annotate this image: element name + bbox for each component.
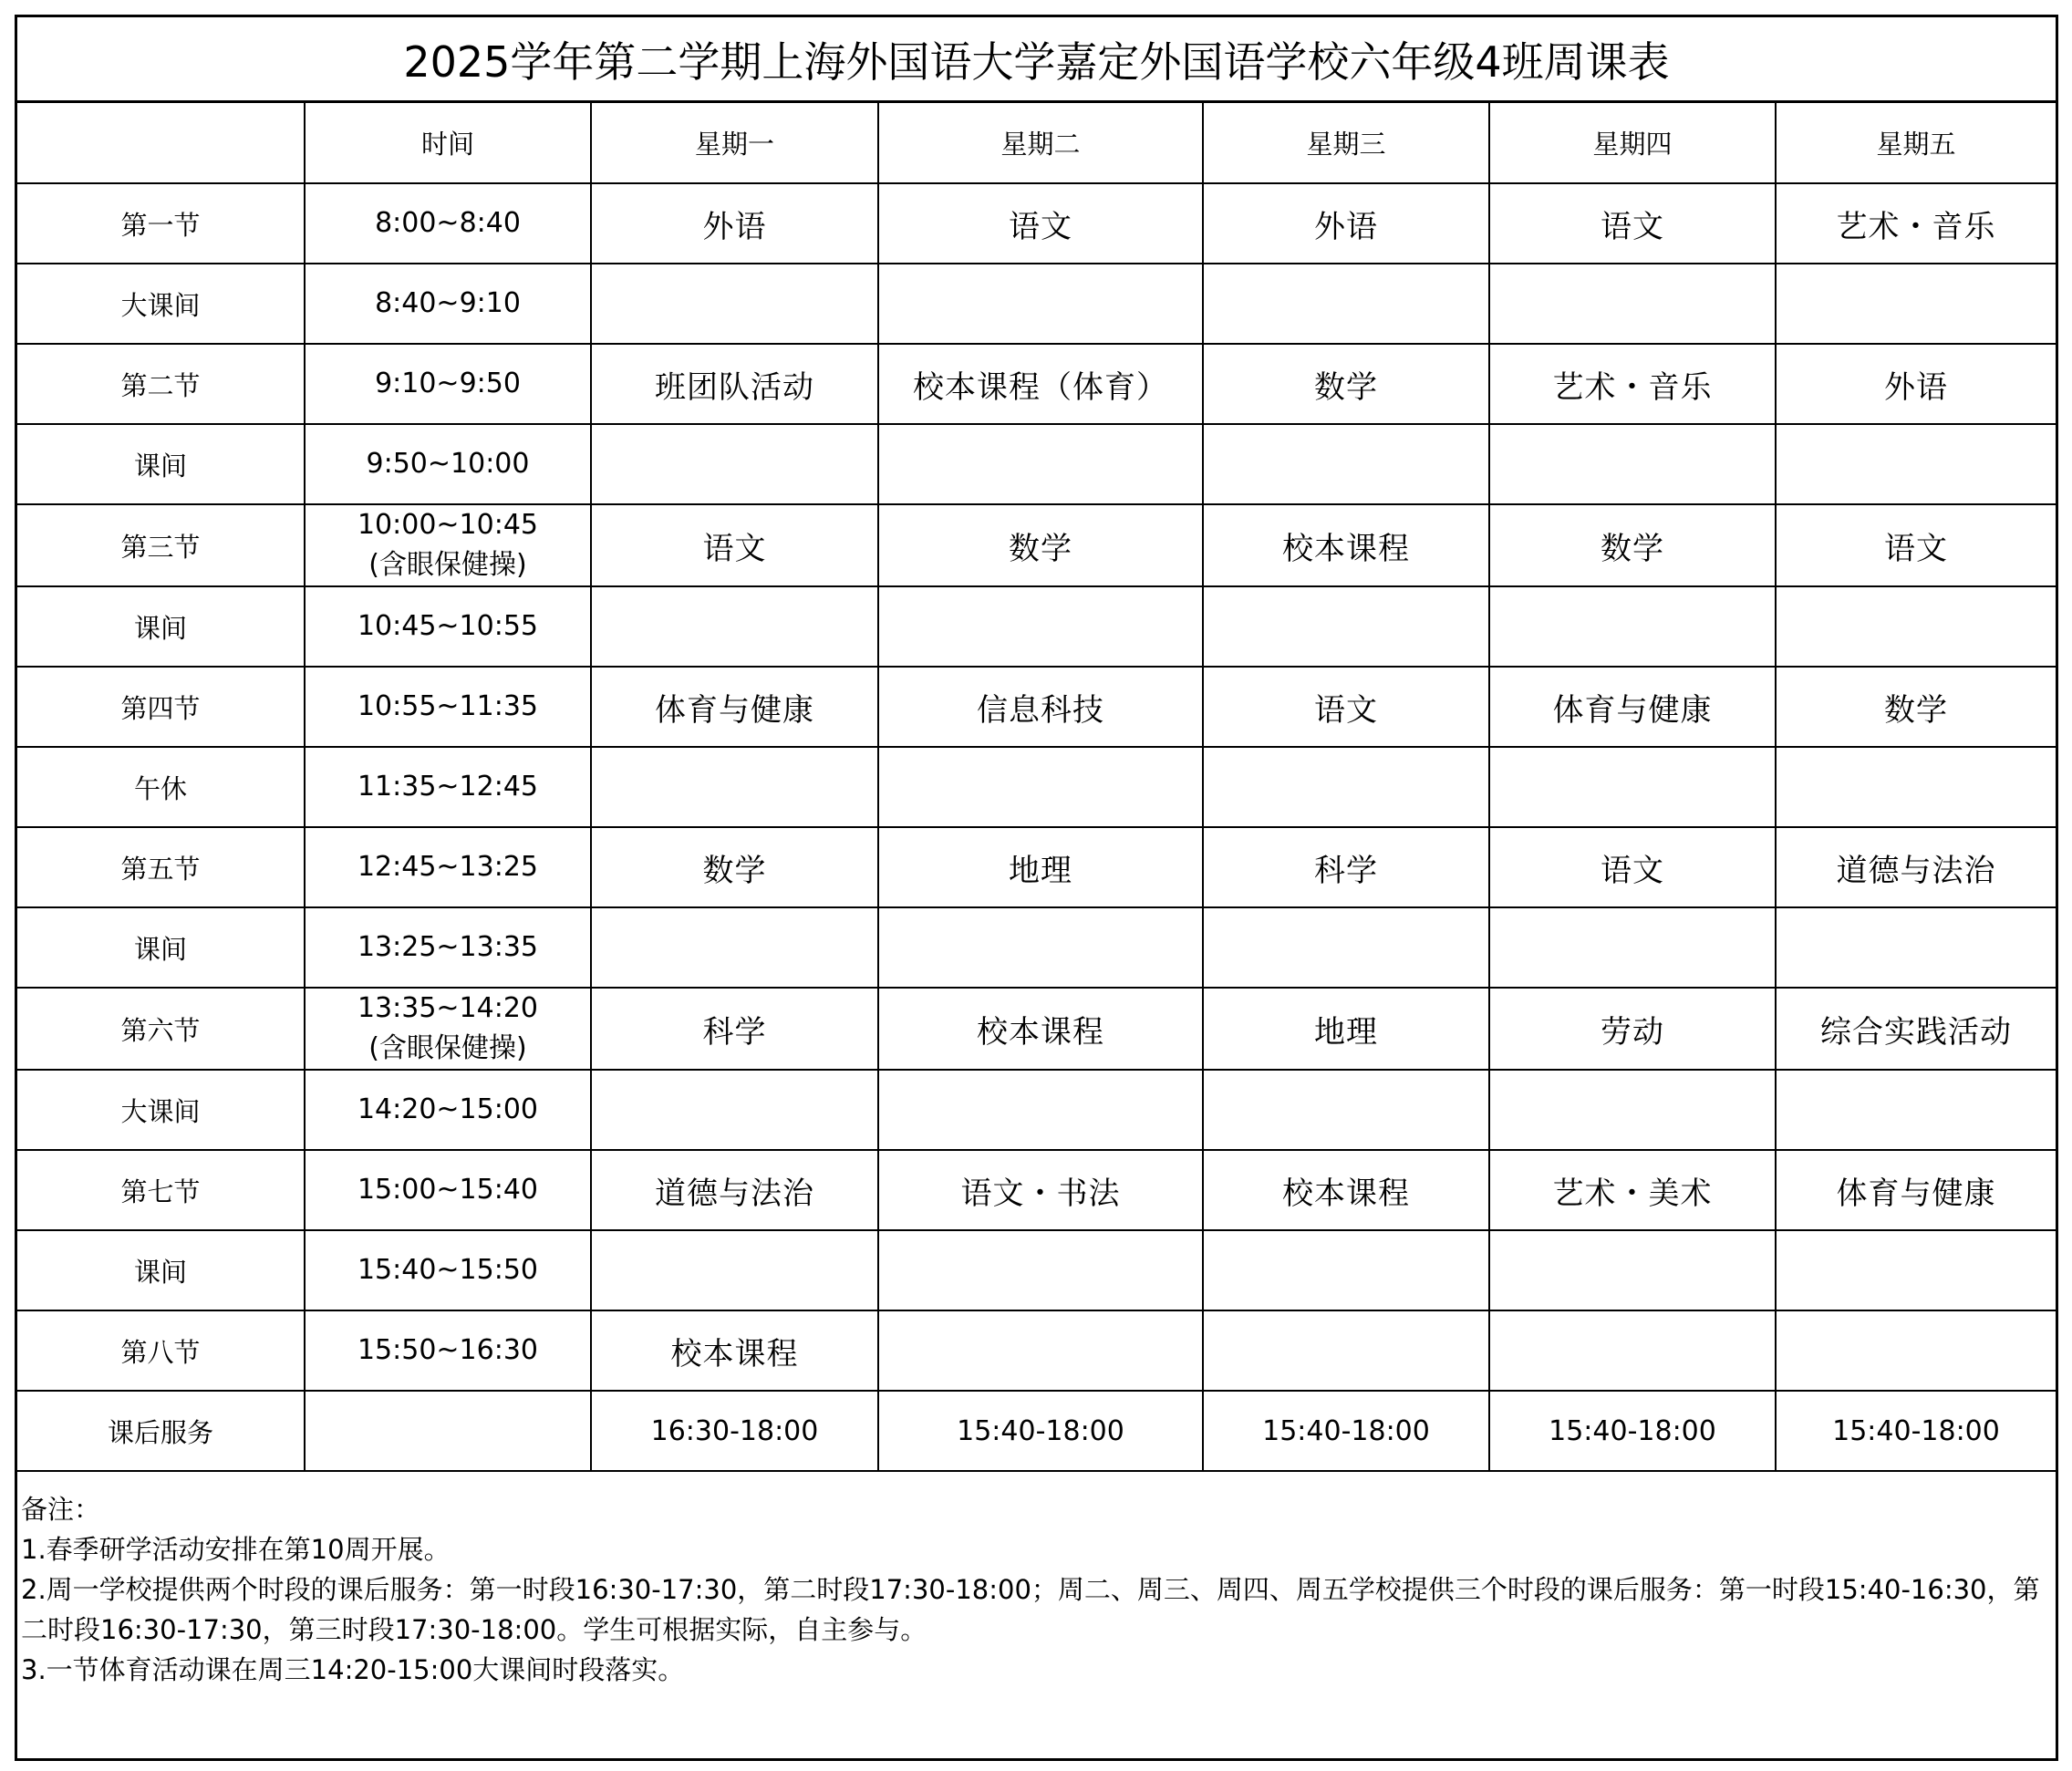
subject-cell-tue: 校本课程 <box>878 988 1203 1070</box>
subject-cell-wed: 科学 <box>1203 827 1489 907</box>
subject-cell-fri <box>1776 1230 2056 1310</box>
subject-cell-thu: 数学 <box>1489 504 1776 586</box>
period-row <box>17 1310 2056 1391</box>
period-time-line: 15:40~15:50 <box>357 1254 539 1286</box>
subject-cell-tue <box>878 586 1203 667</box>
subject-cell-thu <box>1489 1230 1776 1310</box>
subject-cell-wed <box>1203 424 1489 504</box>
after-school-cell-thu: 15:40-18:00 <box>1489 1391 1776 1471</box>
period-row <box>17 264 2056 344</box>
period-time-line: 13:25~13:35 <box>357 931 539 963</box>
subject-cell-wed <box>1203 1070 1489 1150</box>
subject-cell-wed <box>1203 747 1489 827</box>
subject-cell-tue <box>878 1310 1203 1391</box>
subject-cell-wed: 地理 <box>1203 988 1489 1070</box>
subject-cell-thu <box>1489 747 1776 827</box>
note-item: 1.春季研学活动安排在第10周开展。 <box>21 1534 451 1565</box>
subject-cell-fri <box>1776 264 2056 344</box>
period-time <box>305 907 591 988</box>
period-time <box>305 183 591 264</box>
subject-cell-thu <box>1489 907 1776 988</box>
subject-cell-thu: 劳动 <box>1489 988 1776 1070</box>
subject-cell-tue <box>878 907 1203 988</box>
note-item: 3.一节体育活动课在周三14:20-15:00大课间时段落实。 <box>21 1654 685 1685</box>
subject-cell-fri <box>1776 586 2056 667</box>
period-label: 大课间 <box>17 264 305 344</box>
period-time-line: 8:00~8:40 <box>375 207 521 239</box>
subject-cell-wed: 外语 <box>1203 183 1489 264</box>
subject-cell-tue <box>878 1070 1203 1150</box>
page-title: 2025学年第二学期上海外国语大学嘉定外国语学校六年级4班周课表 <box>17 17 2056 103</box>
subject-cell-wed <box>1203 1310 1489 1391</box>
period-time <box>305 1230 591 1310</box>
subject-cell-wed: 数学 <box>1203 344 1489 424</box>
period-label: 第二节 <box>17 344 305 424</box>
subject-cell-fri: 综合实践活动 <box>1776 988 2056 1070</box>
period-time <box>305 586 591 667</box>
period-label: 第六节 <box>17 988 305 1070</box>
timetable <box>17 103 2056 1472</box>
period-time-line: 9:50~10:00 <box>366 448 530 480</box>
period-time <box>305 1150 591 1230</box>
period-time <box>305 424 591 504</box>
subject-cell-tue: 语文・书法 <box>878 1150 1203 1230</box>
subject-cell-mon <box>591 747 878 827</box>
subject-cell-thu <box>1489 1070 1776 1150</box>
day-header-mon: 星期一 <box>591 103 878 183</box>
time-header: 时间 <box>305 103 591 183</box>
subject-cell-mon: 语文 <box>591 504 878 586</box>
subject-cell-thu: 语文 <box>1489 183 1776 264</box>
after-school-time <box>305 1391 591 1471</box>
subject-cell-wed <box>1203 264 1489 344</box>
subject-cell-tue <box>878 424 1203 504</box>
period-time-line: 9:10~9:50 <box>375 368 521 399</box>
period-label: 课间 <box>17 586 305 667</box>
subject-cell-wed: 语文 <box>1203 667 1489 747</box>
period-time-line: 10:00~10:45 <box>357 509 539 541</box>
subject-cell-tue <box>878 1230 1203 1310</box>
subject-cell-mon <box>591 264 878 344</box>
subject-cell-tue: 校本课程（体育） <box>878 344 1203 424</box>
subject-cell-mon: 校本课程 <box>591 1310 878 1391</box>
subject-cell-wed <box>1203 1230 1489 1310</box>
period-row <box>17 827 2056 907</box>
after-school-cell-tue: 15:40-18:00 <box>878 1391 1203 1471</box>
period-time <box>305 747 591 827</box>
period-label: 课间 <box>17 424 305 504</box>
subject-cell-fri: 体育与健康 <box>1776 1150 2056 1230</box>
subject-cell-mon: 体育与健康 <box>591 667 878 747</box>
day-header-fri: 星期五 <box>1776 103 2056 183</box>
period-time-line: 15:50~16:30 <box>357 1334 539 1366</box>
subject-cell-wed: 校本课程 <box>1203 504 1489 586</box>
after-school-label: 课后服务 <box>17 1391 305 1471</box>
notes <box>17 1487 2056 1692</box>
period-label: 第七节 <box>17 1150 305 1230</box>
subject-cell-fri <box>1776 747 2056 827</box>
subject-cell-fri: 艺术・音乐 <box>1776 183 2056 264</box>
subject-cell-thu <box>1489 1310 1776 1391</box>
period-time <box>305 827 591 907</box>
period-time-line: 10:55~11:35 <box>357 690 539 722</box>
note-item: 2.周一学校提供两个时段的课后服务：第一时段16:30-17:30，第二时段17:30-18:00；周二、周三、周四、周五学校提供三个时段的课后服务：第一时段15:40-16:30，第二时段16:30-17:30，第三时段17:30-18:00。学生可根据实际，自主参与。 <box>21 1574 2040 1645</box>
period-time <box>305 667 591 747</box>
period-time-line: (含眼保健操) <box>368 1032 527 1064</box>
subject-cell-mon: 科学 <box>591 988 878 1070</box>
subject-cell-fri: 外语 <box>1776 344 2056 424</box>
subject-cell-fri <box>1776 1070 2056 1150</box>
period-row <box>17 183 2056 264</box>
period-time-line: (含眼保健操) <box>368 549 527 581</box>
subject-cell-thu <box>1489 586 1776 667</box>
period-time-line: 11:35~12:45 <box>357 771 539 803</box>
period-label: 午休 <box>17 747 305 827</box>
subject-cell-fri: 语文 <box>1776 504 2056 586</box>
period-row <box>17 1070 2056 1150</box>
period-time-line: 14:20~15:00 <box>357 1093 539 1125</box>
period-row <box>17 667 2056 747</box>
period-label: 课间 <box>17 907 305 988</box>
period-label: 大课间 <box>17 1070 305 1150</box>
period-time-line: 12:45~13:25 <box>357 851 539 883</box>
subject-cell-mon: 道德与法治 <box>591 1150 878 1230</box>
after-school-row <box>17 1391 2056 1471</box>
subject-cell-fri <box>1776 907 2056 988</box>
period-time <box>305 1070 591 1150</box>
subject-cell-fri <box>1776 424 2056 504</box>
subject-cell-tue: 信息科技 <box>878 667 1203 747</box>
period-time-line: 13:35~14:20 <box>357 992 539 1024</box>
subject-cell-mon: 班团队活动 <box>591 344 878 424</box>
subject-cell-tue <box>878 747 1203 827</box>
period-time-line: 15:00~15:40 <box>357 1174 539 1206</box>
period-label: 课间 <box>17 1230 305 1310</box>
subject-cell-fri: 道德与法治 <box>1776 827 2056 907</box>
period-label: 第一节 <box>17 183 305 264</box>
period-row <box>17 424 2056 504</box>
period-time <box>305 988 591 1070</box>
after-school-cell-fri: 15:40-18:00 <box>1776 1391 2056 1471</box>
period-time-line: 8:40~9:10 <box>375 287 521 319</box>
subject-cell-wed <box>1203 907 1489 988</box>
period-time <box>305 504 591 586</box>
subject-cell-mon <box>591 907 878 988</box>
subject-cell-thu: 体育与健康 <box>1489 667 1776 747</box>
day-header-wed: 星期三 <box>1203 103 1489 183</box>
period-row <box>17 586 2056 667</box>
subject-cell-thu <box>1489 264 1776 344</box>
period-row <box>17 907 2056 988</box>
period-label: 第四节 <box>17 667 305 747</box>
period-row <box>17 1230 2056 1310</box>
timetable-sheet <box>15 15 2058 1761</box>
subject-cell-tue: 数学 <box>878 504 1203 586</box>
subject-cell-thu: 艺术・音乐 <box>1489 344 1776 424</box>
after-school-cell-mon: 16:30-18:00 <box>591 1391 878 1471</box>
period-time <box>305 344 591 424</box>
subject-cell-mon: 数学 <box>591 827 878 907</box>
subject-cell-thu: 艺术・美术 <box>1489 1150 1776 1230</box>
timetable-body <box>17 103 2056 1471</box>
subject-cell-mon <box>591 424 878 504</box>
subject-cell-wed: 校本课程 <box>1203 1150 1489 1230</box>
period-label: 第八节 <box>17 1310 305 1391</box>
period-time-line: 10:45~10:55 <box>357 610 539 642</box>
corner-cell <box>17 103 305 183</box>
after-school-cell-wed: 15:40-18:00 <box>1203 1391 1489 1471</box>
period-label: 第三节 <box>17 504 305 586</box>
subject-cell-tue: 语文 <box>878 183 1203 264</box>
period-label: 第五节 <box>17 827 305 907</box>
subject-cell-mon <box>591 586 878 667</box>
notes-heading: 备注： <box>21 1494 101 1525</box>
day-header-tue: 星期二 <box>878 103 1203 183</box>
subject-cell-wed <box>1203 586 1489 667</box>
period-row <box>17 344 2056 424</box>
day-header-thu: 星期四 <box>1489 103 1776 183</box>
subject-cell-thu <box>1489 424 1776 504</box>
period-row <box>17 747 2056 827</box>
header-row <box>17 103 2056 183</box>
subject-cell-tue: 地理 <box>878 827 1203 907</box>
subject-cell-fri <box>1776 1310 2056 1391</box>
period-row <box>17 988 2056 1070</box>
period-row <box>17 504 2056 586</box>
period-time <box>305 264 591 344</box>
subject-cell-tue <box>878 264 1203 344</box>
subject-cell-mon: 外语 <box>591 183 878 264</box>
period-time <box>305 1310 591 1391</box>
subject-cell-fri: 数学 <box>1776 667 2056 747</box>
subject-cell-thu: 语文 <box>1489 827 1776 907</box>
subject-cell-mon <box>591 1070 878 1150</box>
subject-cell-mon <box>591 1230 878 1310</box>
period-row <box>17 1150 2056 1230</box>
